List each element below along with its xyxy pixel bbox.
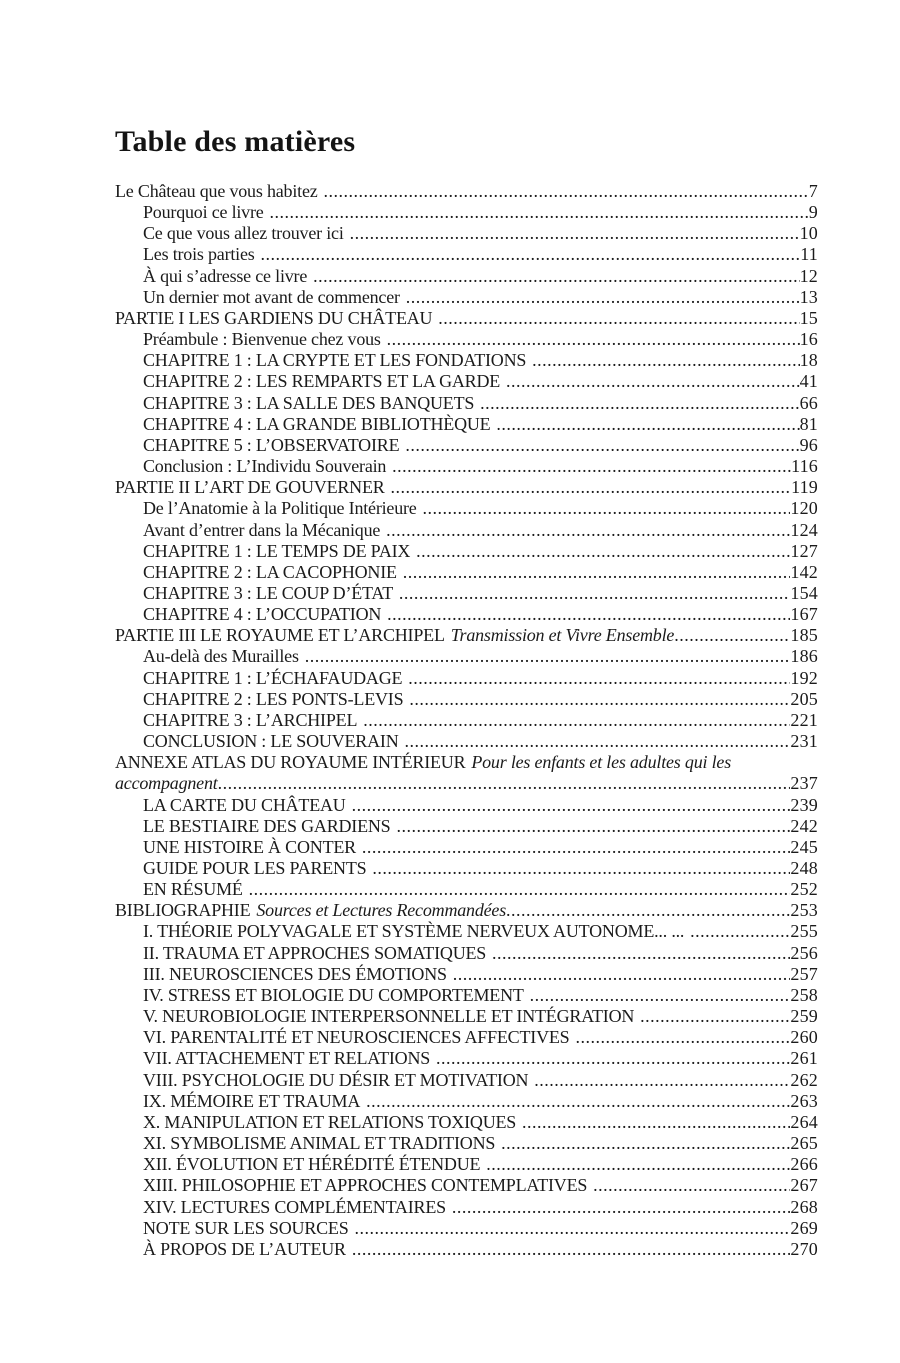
toc-entry-label: À PROPOS DE L’AUTEUR [143, 1238, 346, 1259]
toc-entry-page: 15 [799, 307, 818, 328]
toc-entry [115, 223, 818, 244]
toc-leader-dots [403, 562, 791, 583]
toc-entry-page: 260 [790, 1027, 818, 1048]
toc-leader-dots [506, 371, 800, 392]
toc-entry [115, 1048, 818, 1069]
toc-entry-page: 221 [790, 709, 818, 730]
toc-entry-page: 245 [790, 836, 818, 857]
toc-leader-dots [453, 964, 791, 985]
toc-entry-page: 239 [790, 794, 818, 815]
toc-entry-label: Conclusion : L’Individu Souverain [143, 456, 387, 477]
toc-entry-page: 257 [790, 963, 818, 984]
toc-entry-label: NOTE SUR LES SOURCES [143, 1217, 349, 1238]
toc-entry-label: EN RÉSUMÉ [143, 879, 243, 900]
toc-entry [115, 1006, 818, 1027]
toc-entry-label: III. NEUROSCIENCES DES ÉMOTIONS [143, 963, 447, 984]
toc-entry-page: 186 [790, 646, 818, 667]
toc-entry-page: 262 [790, 1069, 818, 1090]
toc-entry-page: 248 [790, 858, 818, 878]
toc-entry [115, 583, 818, 604]
toc-entry [115, 1112, 818, 1133]
toc-entry-page: 258 [790, 984, 818, 1005]
toc-entry [115, 731, 818, 752]
toc-entry-page: 242 [790, 815, 818, 836]
toc-leader-dots [352, 1239, 791, 1260]
toc-entry [115, 1133, 818, 1154]
toc-leader-dots [640, 1006, 790, 1027]
toc-leader-dots [372, 858, 790, 879]
toc-leader-dots [452, 1197, 791, 1218]
toc-entry-label: Ce que vous allez trouver ici [143, 223, 344, 244]
toc-entry-page: 116 [791, 456, 818, 477]
toc-entry-label [115, 773, 218, 794]
toc-entry-page: 253 [790, 900, 818, 921]
toc-entry [115, 604, 818, 625]
toc-entry [115, 858, 818, 879]
toc-leader-dots [405, 435, 799, 456]
toc-leader-dots [313, 266, 800, 287]
toc-entry-label: Un dernier mot avant de commencer [143, 286, 400, 307]
toc-entry-page: 18 [799, 350, 818, 371]
toc-entry-page: 256 [790, 942, 818, 963]
toc-entry-subtitle: Sources et Lectures Recommandées [256, 900, 507, 921]
toc-entry [115, 350, 818, 371]
toc-entry-label: II. TRAUMA ET APPROCHES SOMATIQUES [143, 942, 487, 963]
toc-entry [115, 879, 818, 900]
toc-entry [115, 752, 818, 773]
toc-entry-label: Préambule : Bienvenue chez vous [143, 329, 381, 350]
toc-entry-page: 11 [800, 244, 818, 265]
toc-leader-dots [593, 1175, 790, 1196]
toc-leader-dots [391, 477, 792, 498]
toc-entry [115, 625, 818, 646]
toc-entry-label: XI. SYMBOLISME ANIMAL ET TRADITIONS [143, 1133, 496, 1154]
toc-entry-page: 205 [790, 688, 818, 709]
toc-entry [115, 837, 818, 858]
toc-entry-page: 16 [799, 329, 818, 350]
toc-entry-label: VII. ATTACHEMENT ET RELATIONS [143, 1048, 431, 1069]
toc-entry-page: 119 [791, 477, 818, 498]
toc-entry [115, 1175, 818, 1196]
toc-entry-label: CHAPITRE 4 : L’OCCUPATION [143, 604, 382, 625]
toc-leader-dots [363, 710, 790, 731]
toc-entry [115, 710, 818, 731]
toc-leader-dots [406, 287, 800, 308]
toc-leader-dots [305, 646, 791, 667]
toc-leader-dots [387, 604, 790, 625]
toc-entry-label: À qui s’adresse ce livre [143, 265, 308, 286]
toc-entry [115, 266, 818, 287]
toc-leader-dots [261, 244, 801, 265]
toc-entry-label: CHAPITRE 3 : LE COUP D’ÉTAT [143, 582, 393, 603]
toc-entry [115, 1197, 818, 1218]
toc-leader-dots [350, 223, 800, 244]
toc-entry-page: 127 [790, 540, 818, 561]
toc-entry-label: CONCLUSION : LE SOUVERAIN [143, 731, 399, 752]
toc-entry [115, 308, 818, 329]
toc-entry-page: 66 [799, 392, 818, 413]
toc-leader-dots [323, 181, 808, 202]
toc-entry-page: 9 [808, 202, 818, 223]
toc-entry-page: 10 [799, 223, 818, 244]
toc-entry [115, 689, 818, 710]
toc-leader-dots [436, 1048, 790, 1069]
toc-entry-label: PARTIE I LES GARDIENS DU CHÂTEAU [115, 307, 433, 328]
toc-entry [115, 541, 818, 562]
toc-entry-label: IV. STRESS ET BIOLOGIE DU COMPORTEMENT [143, 984, 524, 1005]
toc-entry [115, 498, 818, 519]
toc-leader-dots [270, 202, 809, 223]
toc-leader-dots [362, 837, 790, 858]
toc-entry-label: CHAPITRE 1 : LA CRYPTE ET LES FONDATIONS [143, 350, 527, 371]
toc-entry-page: 231 [790, 731, 818, 752]
toc-entry [115, 202, 818, 223]
toc-leader-dots [352, 795, 791, 816]
toc-leader-dots [386, 520, 790, 541]
toc-entry-label: CHAPITRE 5 : L’OBSERVATOIRE [143, 434, 400, 455]
toc-leader-dots [575, 1027, 790, 1048]
toc-entry [115, 795, 818, 816]
toc-entry-subtitle: Pour les enfants et les adultes qui les [471, 752, 731, 773]
toc-entry-page: 263 [790, 1090, 818, 1111]
toc-leader-dots [506, 900, 790, 921]
toc-leader-dots [249, 879, 791, 900]
toc-leader-dots [218, 773, 791, 794]
toc-entry [115, 985, 818, 1006]
toc-leader-dots [408, 668, 790, 689]
toc-entry [115, 816, 818, 837]
toc-leader-dots [534, 1070, 790, 1091]
toc-entry-page: 167 [790, 604, 818, 625]
toc-leader-dots [501, 1133, 790, 1154]
toc-entry-page: 266 [790, 1154, 818, 1175]
toc-leader-dots [399, 583, 790, 604]
toc-entry-page: 252 [790, 879, 818, 900]
toc-entry-page: 41 [799, 371, 818, 392]
toc-entry-label: LE BESTIAIRE DES GARDIENS [143, 815, 391, 836]
toc-entry-page: 259 [790, 1006, 818, 1027]
page-title: Table des matières [115, 125, 356, 158]
toc-entry [115, 1027, 818, 1048]
toc-entry-page: 270 [790, 1238, 818, 1259]
toc-entry [115, 393, 818, 414]
toc-entry-label: PARTIE II L’ART DE GOUVERNER [115, 477, 385, 498]
toc-entry-label: CHAPITRE 3 : LA SALLE DES BANQUETS [143, 392, 475, 413]
toc-entry-label: CHAPITRE 1 : L’ÉCHAFAUDAGE [143, 667, 403, 688]
toc-entry [115, 244, 818, 265]
toc-entry-page: 237 [790, 773, 818, 794]
toc-entry-label: CHAPITRE 4 : LA GRANDE BIBLIOTHÈQUE [143, 413, 491, 434]
toc-entry [115, 1091, 818, 1112]
toc-leader-dots [416, 541, 790, 562]
toc-entry [115, 921, 818, 942]
toc-entry [115, 414, 818, 435]
toc-entry [115, 1239, 818, 1260]
toc-leader-dots [409, 689, 790, 710]
toc-entry-page: 265 [790, 1133, 818, 1154]
toc-leader-dots [480, 393, 799, 414]
toc-leader-dots [690, 921, 790, 942]
toc-entry-label: I. THÉORIE POLYVAGALE ET SYSTÈME NERVEUX AUTONOME... ... [143, 921, 685, 942]
toc-entry-label: CHAPITRE 2 : LES REMPARTS ET LA GARDE [143, 371, 501, 392]
toc-entry [115, 900, 818, 921]
toc-entry-label: XIII. PHILOSOPHIE ET APPROCHES CONTEMPLATIVES [143, 1175, 588, 1196]
toc-leader-dots [530, 985, 791, 1006]
toc-leader-dots [366, 1091, 790, 1112]
toc-entry-page: 81 [799, 413, 818, 434]
toc-entry-label: Les trois parties [143, 244, 255, 265]
toc-leader-dots [438, 308, 799, 329]
toc-entry [115, 435, 818, 456]
toc-entry-label: V. NEUROBIOLOGIE INTERPERSONNELLE ET INTÉGRATION [143, 1006, 635, 1027]
toc-entry-label: BIBLIOGRAPHIE Sources et Lectures Recommandées [115, 900, 507, 921]
toc-entry-label: Le Château que vous habitez [115, 181, 318, 201]
toc-entry-page: 154 [790, 582, 818, 603]
toc-entry-page: 96 [799, 434, 818, 455]
toc-entry-label: GUIDE POUR LES PARENTS [143, 858, 367, 878]
toc-entry-label: X. MANIPULATION ET RELATIONS TOXIQUES [143, 1111, 517, 1132]
toc-entry-label: Au-delà des Murailles [143, 646, 299, 667]
toc-leader-dots [532, 350, 799, 371]
toc-entry [115, 181, 818, 202]
toc-entry [115, 1070, 818, 1091]
toc-entry [115, 477, 818, 498]
toc-leader-dots [496, 414, 799, 435]
toc-entry [115, 646, 818, 667]
toc-entry-page: 269 [790, 1217, 818, 1238]
table-of-contents [115, 181, 818, 1260]
toc-entry-page: 264 [790, 1111, 818, 1132]
toc-entry-page: 142 [790, 561, 818, 582]
toc-entry-page: 268 [790, 1196, 818, 1217]
toc-entry-label: CHAPITRE 2 : LA CACOPHONIE [143, 561, 397, 582]
toc-entry-page: 267 [790, 1175, 818, 1196]
toc-entry-label: XII. ÉVOLUTION ET HÉRÉDITÉ ÉTENDUE [143, 1154, 481, 1175]
toc-leader-dots [492, 943, 790, 964]
toc-entry-label: VIII. PSYCHOLOGIE DU DÉSIR ET MOTIVATION [143, 1069, 529, 1090]
toc-entry-label: De l’Anatomie à la Politique Intérieure [143, 498, 417, 519]
toc-leader-dots [354, 1218, 790, 1239]
toc-entry-label: Pourquoi ce livre [143, 202, 264, 223]
toc-entry [115, 943, 818, 964]
toc-entry-label: CHAPITRE 1 : LE TEMPS DE PAIX [143, 540, 411, 561]
toc-entry [115, 773, 818, 794]
toc-entry [115, 562, 818, 583]
toc-leader-dots [674, 625, 790, 646]
toc-entry [115, 1218, 818, 1239]
toc-entry-label: LA CARTE DU CHÂTEAU [143, 794, 346, 815]
toc-entry-label: CHAPITRE 2 : LES PONTS-LEVIS [143, 688, 404, 709]
toc-entry [115, 287, 818, 308]
toc-entry [115, 964, 818, 985]
toc-entry-label: XIV. LECTURES COMPLÉMENTAIRES [143, 1196, 446, 1217]
toc-leader-dots [404, 731, 790, 752]
toc-leader-dots [387, 329, 800, 350]
toc-entry-page: 261 [790, 1048, 818, 1069]
toc-leader-dots [486, 1154, 790, 1175]
toc-entry [115, 668, 818, 689]
toc-entry-page: 124 [790, 519, 818, 540]
toc-entry-label: PARTIE III LE ROYAUME ET L’ARCHIPEL Transmission et Vivre Ensemble [115, 625, 675, 646]
toc-entry-page: 255 [790, 921, 818, 942]
toc-entry [115, 520, 818, 541]
toc-entry [115, 371, 818, 392]
toc-entry-page: 192 [790, 667, 818, 688]
toc-leader-dots [423, 498, 791, 519]
toc-entry [115, 1154, 818, 1175]
toc-entry [115, 329, 818, 350]
toc-entry-label: IX. MÉMOIRE ET TRAUMA [143, 1090, 361, 1111]
toc-entry-page: 120 [790, 498, 818, 519]
toc-entry-label: VI. PARENTALITÉ ET NEUROSCIENCES AFFECTIVES [143, 1027, 570, 1048]
toc-entry [115, 456, 818, 477]
toc-entry-label: CHAPITRE 3 : L’ARCHIPEL [143, 709, 358, 730]
toc-entry-page: 13 [799, 286, 818, 307]
toc-leader-dots [392, 456, 791, 477]
toc-entry-label: UNE HISTOIRE À CONTER [143, 836, 356, 857]
toc-entry-label: ANNEXE ATLAS DU ROYAUME INTÉRIEUR Pour les enfants et les adultes qui les [115, 752, 731, 773]
toc-entry-page: 12 [799, 265, 818, 286]
toc-entry-subtitle: accompagnent [115, 773, 218, 794]
toc-entry-subtitle: Transmission et Vivre Ensemble [450, 625, 675, 646]
toc-entry-page: 185 [790, 625, 818, 646]
toc-entry-label: Avant d’entrer dans la Mécanique [143, 519, 381, 540]
toc-leader-dots [522, 1112, 790, 1133]
toc-entry-page: 7 [808, 181, 818, 201]
toc-leader-dots [396, 816, 790, 837]
